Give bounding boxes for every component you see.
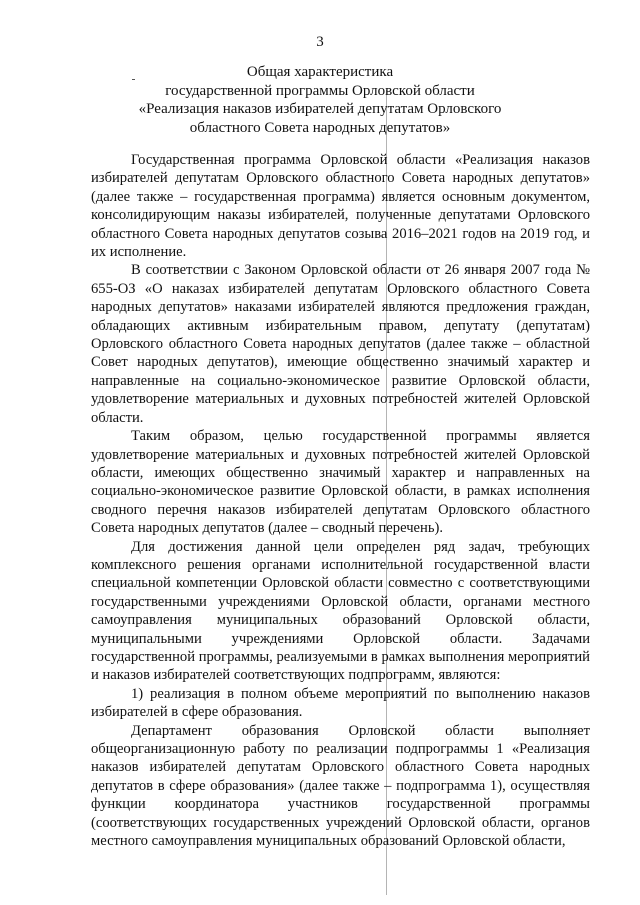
title-line: областного Совета народных депутатов» [189,119,451,136]
paragraph-program-tasks: Для достижения данной цели определен ряд задач, требующих комплексного решения органами исполнительной государственной власти специальной компетенции Орловской области совместно с соответствующими государственными учреждениями Орловской области, органами местного самоуправления муниципальных образований Орловской области, муниципальными учреждениями Орловской области. Задачами государственной программы, реализуемыми в рамках выполнения мероприятий и наказов избирателей соответствующих подпрограмм, являются: [91,538,590,684]
title-line: государственной программы Орловской области [165,82,475,99]
page-number: 3 [316,34,324,50]
paragraph-education-department: Департамент образования Орловской области выполняет общеорганизационную работу по реализации подпрограммы 1 «Реализация наказов избирателей депутатам Орловского областного Совета народных депутатов в сфере образования» (далее также – подпрограмма 1), осуществляя функции координатора участников государственной программы (соответствующих государственных учреждений Орловской области, органов местного самоуправления муниципальных образований Орловской области, [91,722,590,850]
title-line: Общая характеристика [246,64,394,80]
paragraph-program-overview: Государственная программа Орловской области «Реализация наказов избирателей депутатам Орловского областного Совета народных депутатов» (далее также – государственная программа) является основным документом, консолидирующим наказы избирателей, полученные депутатами Орловского областного Совета народных депутатов созыва 2016–2021 годов на 2019 год, и их исполнение. [91,152,590,261]
section-title [120,63,520,137]
paragraph-task-1: 1) реализация в полном объеме мероприятий по выполнению наказов избирателей в сфере образования. [91,685,590,721]
paragraph-law-reference: В соответствии с Законом Орловской области от 26 января 2007 года № 655-ОЗ «О наказах избирателей депутатам Орловского областного Совета народных депутатов» наказами избирателей являются предложения граждан, обладающих активным избирательным правом, депутату (депутатам) Орловского областного Совета народных депутатов (далее также – областной Совет народных депутатов), имеющие общественно значимый характер и направленные на социально-экономическое развитие Орловской области, удовлетворение материальных и духовных потребностей жителей Орловской области. [91,262,590,426]
paragraph-program-goal: Таким образом, целью государственной программы является удовлетворение материальных и духовных потребностей жителей Орловской области, имеющих общественно значимый характер и направленных на социально-экономическое развитие Орловской области, в рамках исполнения сводного перечня наказов избирателей депутатам Орловского областного Совета народных депутатов (далее – сводный перечень). [91,428,590,537]
title-line: «Реализация наказов избирателей депутатам Орловского [138,101,502,117]
document-body [91,151,590,850]
